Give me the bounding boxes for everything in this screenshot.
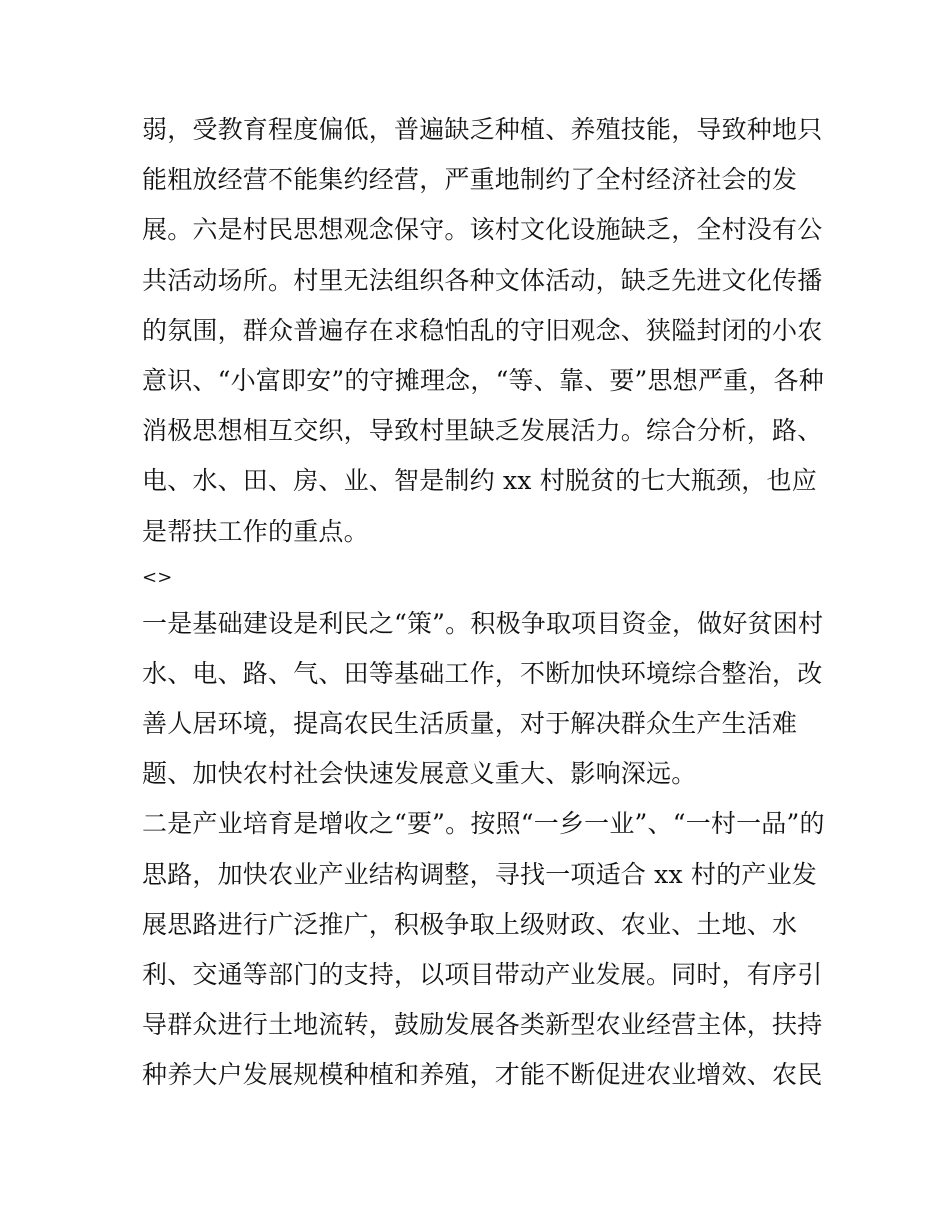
text-line: 利、交通等部门的支持，以项目带动产业发展。同时，有序引	[142, 960, 823, 989]
text-line: 题、加快农村社会快速发展意义重大、影响深远。	[142, 759, 697, 789]
text-line: 二是产业培育是增收之“要”。按照“一乡一业”、“一村一品”的	[142, 809, 825, 839]
document-body	[142, 105, 825, 1101]
text-line: 展。六是村民思想观念保守。该村文化设施缺乏，全村没有公	[142, 215, 823, 245]
text-line: 导群众进行土地流转，鼓励发展各类新型农业经营主体，扶持	[142, 1010, 823, 1040]
text-line: 共活动场所。村里无法组织各种文体活动，缺乏先进文化传播	[142, 265, 823, 295]
text-line: 种养大户发展规模种植和养殖，才能不断促进农业增效、农民	[142, 1060, 823, 1090]
text-line: 一是基础建设是利民之“策”。积极争取项目资金，做好贫困村	[142, 608, 824, 638]
text-line: 消极思想相互交织，导致村里缺乏发展活力。综合分析，路、	[142, 416, 823, 446]
text-line: 水、电、路、气、田等基础工作，不断加快环境综合整治，改	[142, 658, 823, 688]
text-line: 意识、“小富即安”的守摊理念，“等、靠、要”思想严重，各种	[142, 365, 824, 395]
text-line: 展思路进行广泛推广，积极争取上级财政、农业、土地、水	[142, 909, 798, 939]
text-line: 弱，受教育程度偏低，普遍缺乏种植、养殖技能，导致种地只	[142, 115, 823, 144]
text-line: 的氛围，群众普遍存在求稳怕乱的守旧观念、狭隘封闭的小农	[142, 315, 823, 345]
text-line: 能粗放经营不能集约经营，严重地制约了全村经济社会的发	[142, 165, 798, 195]
text-line: 是帮扶工作的重点。	[142, 516, 369, 546]
text-line: 思路，加快农业产业结构调整，寻找一项适合 xx 村的产业发	[142, 859, 817, 889]
text-line: 善人居环境，提高农民生活质量，对于解决群众生产生活难	[142, 709, 798, 739]
text-line: 电、水、田、房、业、智是制约 xx 村脱贫的七大瓶颈，也应	[142, 466, 817, 496]
section-marker: <>	[142, 566, 173, 588]
